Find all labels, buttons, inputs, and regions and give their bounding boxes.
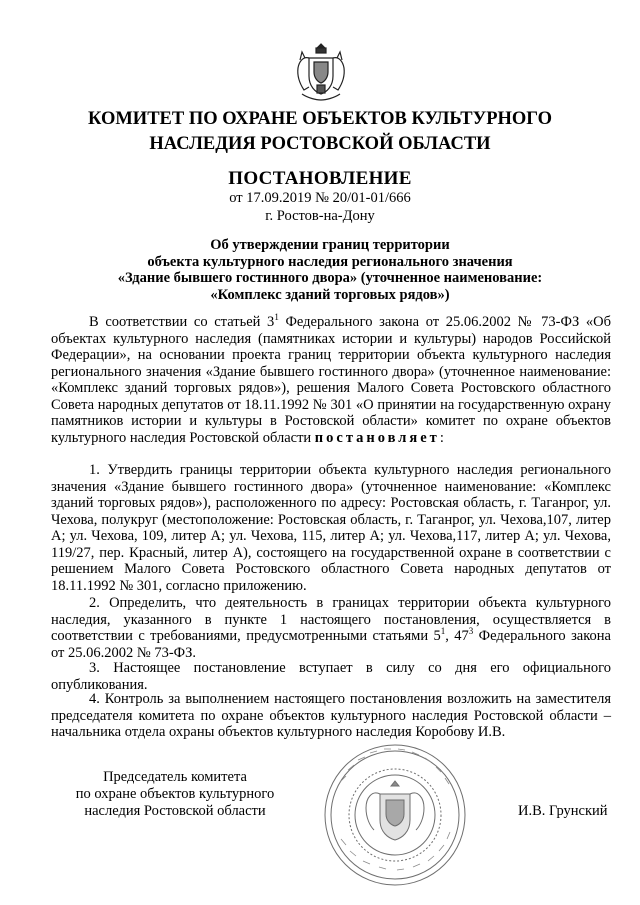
subject-line: «Здание бывшего гостинного двора» (уточненное наименование: [117,270,543,286]
org-line-1: КОМИТЕТ ПО ОХРАНЕ ОБЪЕКТОВ КУЛЬТУРНОГО [88,109,552,129]
document-meta [0,189,640,225]
superscript: 1 [274,312,279,323]
clause-3: 3. Настоящее постановление вступает в силу со дня его официального опубликования. [51,660,611,693]
resolves-word: постановляет [314,429,440,446]
text: В соответствии со статьей 3 [89,314,275,330]
preamble-paragraph [51,314,611,446]
official-seal-icon [320,742,470,888]
signatory-position [60,769,290,820]
city: г. Ростов-на-Дону [265,208,375,224]
position-line: Председатель комитета [103,769,247,785]
date-number: от 17.09.2019 № 20/01-01/666 [229,190,411,206]
superscript: 1 [440,626,446,637]
clause-2 [51,595,611,661]
text: Федерального закона от 25.06.2002 № 73-ФЗ. [51,628,611,661]
text: Федерального закона от 25.06.2002 № 73-ФЗ «Об объектах культурного наследия (памятниках истории и культуры) народов Российской Федерации», на основании проекта границ территории объекта культурного наследия регионального значения «Здание бывшего гостинного двора» (уточненное наименование: «Комплекс зданий торговых рядов»), решения Малого Совета Ростовского областного Совета народных депутатов от 18.11.1992 № 301 «О принятии на государственную охрану памятников истории и культуры в Ростовской области» комитет по охране объектов культурного наследия Ростовской области [51,314,611,446]
text: : [439,429,444,446]
position-line: наследия Ростовской области [84,803,266,819]
text: 2. Определить, что деятельность в границах территории объекта культурного наследия, указанного в пункте 1 настоящего постановления, осуществляется в соответствии с требованиями, предусмотренными статьями 5 [51,595,611,644]
org-line-2: НАСЛЕДИЯ РОСТОВСКОЙ ОБЛАСТИ [149,134,491,154]
subject-line: Об утверждении границ территории [210,237,450,253]
text: , 47 [445,628,469,644]
superscript: 3 [468,626,474,637]
clause-1: 1. Утвердить границы территории объекта культурного наследия регионального значения «Здание бывшего гостинного двора» (уточненное наименование: «Комплекс зданий торговых рядов»), расположенного по адресу: Ростовская область, г. Таганрог, ул. Чехова, полукруг (местоположение: Ростовская область, г. Таганрог, ул. Чехова,107, литер А; ул. Чехова, 109, литер А; ул. Чехова, 115, литер А; ул. Чехова,117, литер А; ул. Чехова, 119/27, пер. Красный, литер А), состоящего на государственной охране в соответствии с решением Малого Совета Ростовского областного Совета народных депутатов от 18.11.1992 № 301, согласно приложению. [51,462,611,594]
document-type: ПОСТАНОВЛЕНИЕ [228,168,412,189]
signatory-name: И.В. Грунский [518,803,608,819]
organization-name [60,107,580,157]
subject-line: объекта культурного наследия регионального значения [147,253,513,270]
position-line: по охране объектов культурного [75,786,275,802]
clause-4: 4. Контроль за выполнением настоящего постановления возложить на заместителя председателя комитета по охране объектов культурного наследия Ростовской области – начальника отдела охраны объектов культурного наследия Коробову И.В. [51,691,611,740]
subject-line: «Комплекс зданий торговых рядов») [210,286,450,303]
coat-of-arms-icon [294,40,348,102]
document-subject [80,237,580,303]
